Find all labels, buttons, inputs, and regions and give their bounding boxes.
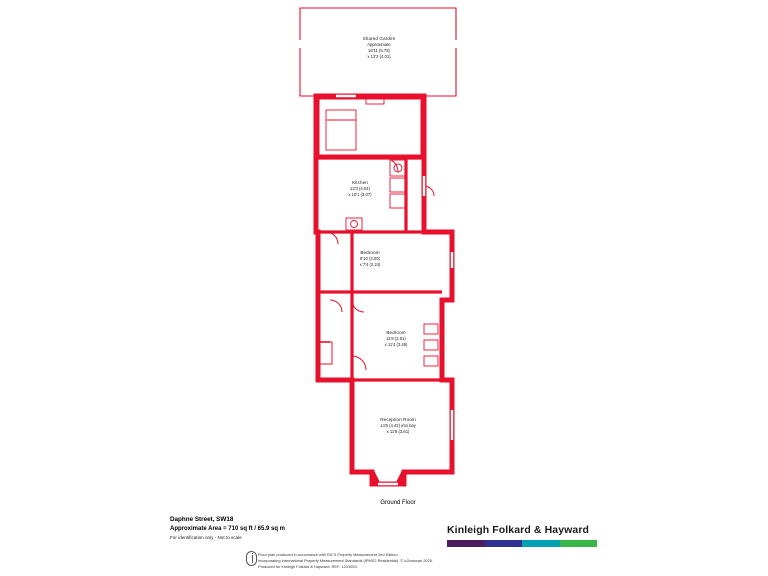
room-label-shared-garden (344, 36, 414, 59)
room-label-bedroom-middle (366, 330, 426, 348)
disclaimer-line-2: incorporating International Property Measurement Standards (IPMS2 Residential). © ic2cwscan 2025. (258, 557, 434, 563)
property-address: Daphne Street, SW18 (170, 516, 234, 523)
brand-bar-2 (485, 540, 523, 547)
room-title: Kitchen (351, 180, 369, 185)
ipms-badge-icon (246, 551, 257, 566)
room-label-bedroom-rear (340, 250, 400, 268)
room-dim2: x 10'1 (3.07) (348, 191, 372, 197)
room-dim1: 18'11 (5.78) (368, 47, 390, 53)
room-title: Reception Room (380, 417, 416, 422)
fixtures-kitchen (346, 96, 406, 230)
identification-note: For identification only - Not to scale (170, 535, 242, 540)
room-label-reception-room (368, 417, 428, 435)
ipms-ring (246, 551, 257, 566)
room-title: Bedroom (360, 250, 380, 255)
room-title: Bedroom (386, 330, 406, 335)
brand-color-bars (447, 540, 597, 547)
room-label-kitchen (330, 180, 390, 198)
approximate-area: Approximate Area = 710 sq ft / 65.9 sq m (170, 525, 285, 532)
brand-bar-4 (560, 540, 598, 547)
room-dim1: 9'10 (3.00) (360, 256, 380, 262)
brand-name: Kinleigh Folkard & Hayward (447, 524, 590, 536)
room-dim2: x 11'4 (3.45) (384, 341, 408, 347)
room-dim2: x 11'9 (3.61) (386, 428, 410, 434)
room-title: Shared Garden (362, 36, 396, 41)
disclaimer-line-3: Produced for Kinleigh Folkard & Hayward. REF: 1231003 (258, 563, 357, 569)
brand-bar-3 (522, 540, 560, 547)
room-dim2: x 13'2 (4.01) (367, 53, 391, 59)
room-dim1: 13'3 (4.04) (350, 186, 370, 192)
floor-title: Ground Floor (380, 500, 416, 506)
footer-details (170, 516, 430, 540)
room-dim1: 11'8 (3.61) (386, 336, 406, 342)
brand-block (447, 524, 607, 547)
room-dim2: x 7'4 (2.24) (359, 261, 381, 267)
brand-bar-1 (447, 540, 485, 547)
room-qualifier: Approximate (367, 42, 391, 48)
disclaimer-text (258, 552, 588, 570)
disclaimer-line-1: Floor plan produced in accordance with RICS Property Measurement 2nd Edition, (258, 552, 399, 557)
room-dim1: 14'6 (4.42) into bay (380, 423, 416, 429)
bay-window (372, 472, 404, 484)
